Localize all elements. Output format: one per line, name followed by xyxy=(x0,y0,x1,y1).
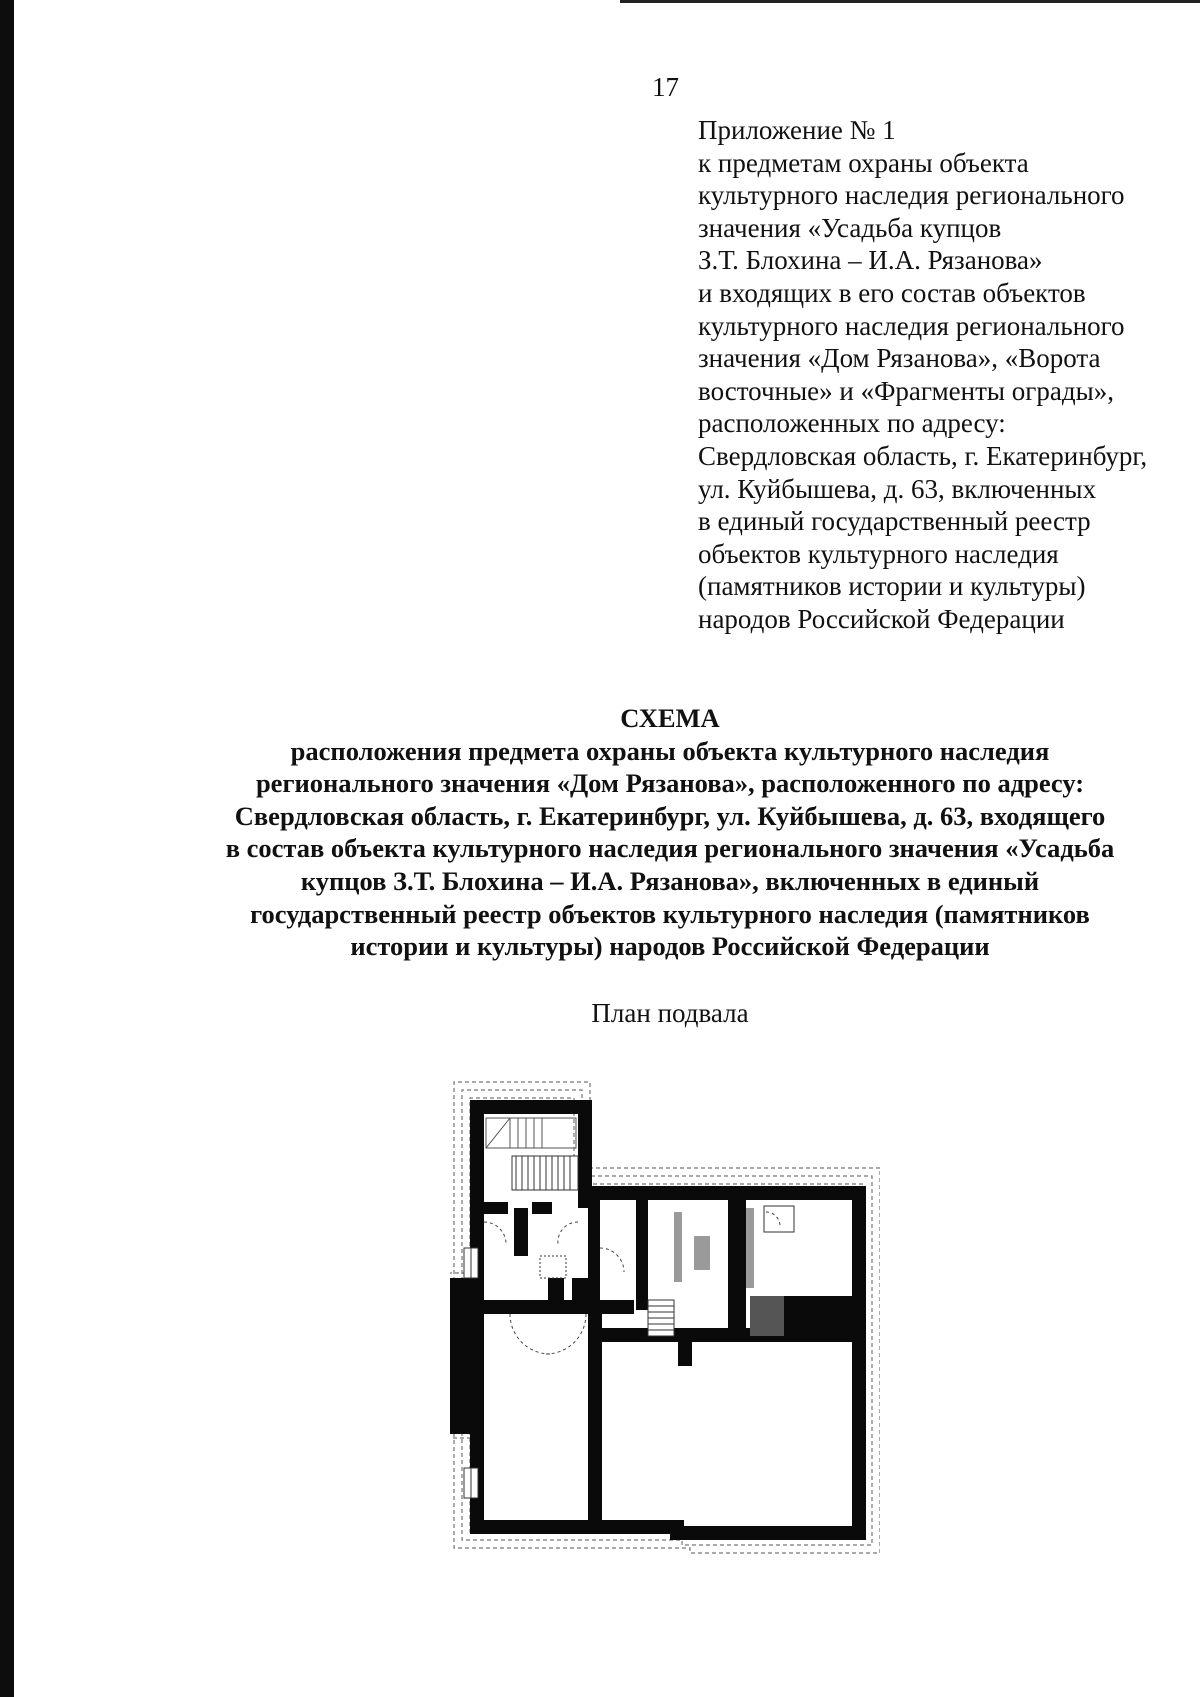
annex-line: Приложение № 1 xyxy=(698,115,896,145)
stairs-top-flight xyxy=(486,1118,576,1148)
page-number: 17 xyxy=(652,72,679,102)
annex-line: значения «Дом Рязанова», «Ворота xyxy=(698,343,1101,374)
annex-line: расположенных по адресу: xyxy=(698,408,1006,439)
plan-caption: План подвала xyxy=(591,998,749,1028)
scan-top-edge xyxy=(620,0,1200,3)
annex-line: З.Т. Блохина – И.А. Рязанова» xyxy=(698,245,1043,276)
annex-line: ул. Куйбышева, д. 63, включенных xyxy=(698,473,1097,504)
heading-line: государственный реестр объектов культурного наследия (памятников xyxy=(250,898,1090,929)
heading-line: истории и культуры) народов Российской Федерации xyxy=(350,931,990,962)
stairs-middle xyxy=(648,1300,674,1336)
annex-line: Свердловская область, г. Екатеринбург, xyxy=(698,440,1148,471)
annex-line: народов Российской Федерации xyxy=(698,603,1065,634)
annex-block xyxy=(698,114,1188,636)
annex-line: к предметам охраны объекта xyxy=(698,147,1029,178)
heading-line: регионального значения «Дом Рязанова», расположенного по адресу: xyxy=(255,768,1085,799)
heading-line: расположения предмета охраны объекта культурного наследия xyxy=(290,735,1050,766)
annex-line: восточные» и «Фрагменты ограды», xyxy=(698,375,1114,406)
scheme-heading xyxy=(160,702,1180,963)
annex-line: значения «Усадьба купцов xyxy=(698,212,1002,243)
annex-line: объектов культурного наследия xyxy=(698,538,1059,569)
heading-title: СХЕМА xyxy=(620,703,720,733)
small-room-outline xyxy=(764,1206,794,1232)
niche-square xyxy=(540,1256,566,1278)
heading-line: Свердловская область, г. Екатеринбург, ул. Куйбышева, д. 63, входящего xyxy=(234,800,1106,831)
basement-floor-plan xyxy=(450,1078,880,1558)
scan-left-edge xyxy=(0,0,14,1697)
annex-line: культурного наследия регионального xyxy=(698,180,1125,211)
annex-line: культурного наследия регионального xyxy=(698,310,1125,341)
stairs-north xyxy=(512,1156,578,1190)
annex-line: (памятников истории и культуры) xyxy=(698,571,1086,602)
annex-line: и входящих в его состав объектов xyxy=(698,277,1086,308)
heading-line: купцов З.Т. Блохина – И.А. Рязанова», включенных в единый xyxy=(300,865,1040,896)
heading-line: в состав объекта культурного наследия регионального значения «Усадьба xyxy=(225,833,1115,864)
annex-line: в единый государственный реестр xyxy=(698,506,1091,537)
